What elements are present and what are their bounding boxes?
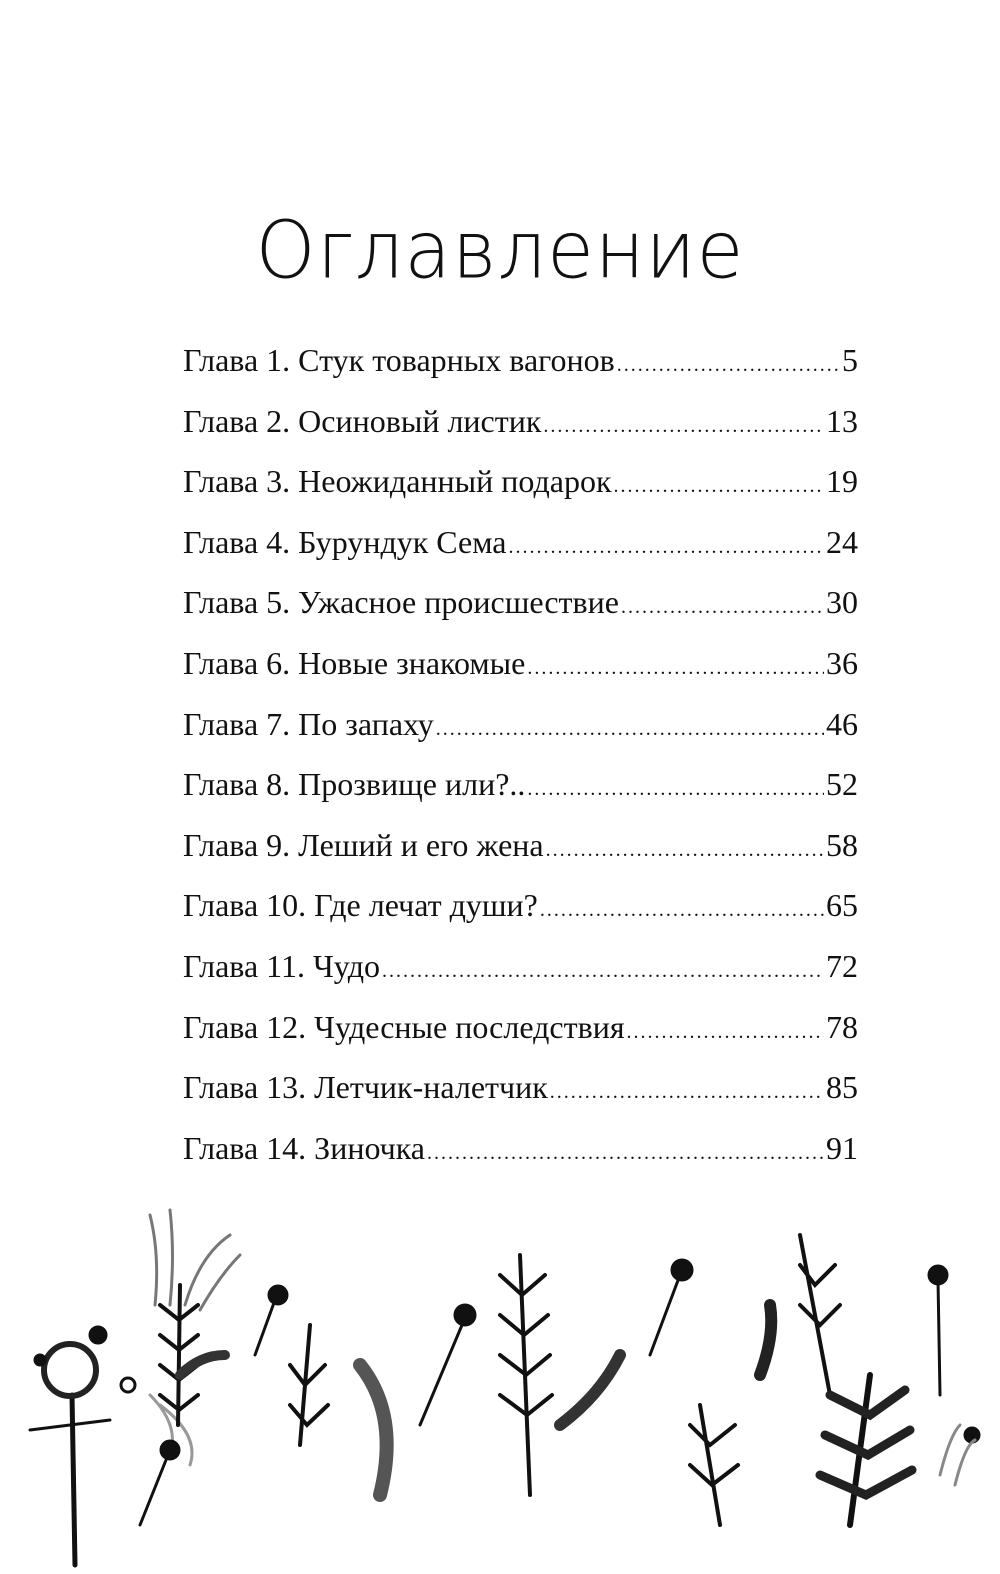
chapter-title: Глава 9. Леший и его жена xyxy=(183,826,544,863)
dot-leader xyxy=(427,1131,824,1175)
toc-entry[interactable] xyxy=(183,520,858,581)
toc-entry[interactable] xyxy=(183,399,858,460)
page-number: 78 xyxy=(826,1008,858,1045)
page-number: 5 xyxy=(842,342,858,378)
page-number: 72 xyxy=(826,947,858,984)
toc-entry[interactable] xyxy=(183,702,858,763)
toc-entry[interactable] xyxy=(183,823,858,884)
page-number: 65 xyxy=(826,887,858,924)
toc-entry[interactable] xyxy=(183,641,858,702)
chapter-title: Глава 12. Чудесные последствия xyxy=(183,1008,625,1045)
chapter-title: Глава 2. Осиновый листик xyxy=(183,402,542,439)
chapter-title: Глава 5. Ужасное происшествие xyxy=(183,584,619,621)
toc-entry[interactable] xyxy=(183,580,858,641)
chapter-title: Глава 4. Бурундук Сема xyxy=(183,523,507,560)
dot-leader xyxy=(436,707,824,751)
dot-leader xyxy=(627,1010,824,1054)
chapter-title: Глава 1. Стук товарных вагонов xyxy=(183,342,615,378)
chapter-title: Глава 13. Летчик-налетчик xyxy=(183,1069,548,1106)
dot-leader xyxy=(621,585,824,629)
chapter-title: Глава 7. По запаху xyxy=(183,705,434,742)
chapter-title: Глава 6. Новые знакомые xyxy=(183,644,526,681)
toc-entry[interactable] xyxy=(183,944,858,1005)
page-number: 19 xyxy=(826,463,858,500)
chapter-title: Глава 11. Чудо xyxy=(183,947,381,984)
dot-leader xyxy=(527,646,824,690)
chapter-title: Глава 8. Прозвище или?.. xyxy=(183,766,526,803)
page-number: 91 xyxy=(826,1129,858,1166)
page-title: Оглавление xyxy=(255,202,745,297)
dot-leader xyxy=(382,949,824,993)
toc-entry[interactable] xyxy=(183,1005,858,1066)
toc-entry[interactable] xyxy=(183,459,858,520)
page-number: 36 xyxy=(826,644,858,681)
dot-leader xyxy=(540,888,824,932)
plants-illustration xyxy=(0,1195,1000,1574)
chapter-title: Глава 3. Неожиданный подарок xyxy=(183,463,612,500)
dot-leader xyxy=(543,404,824,448)
fern-center-icon xyxy=(290,1255,620,1495)
dot-leader xyxy=(508,525,824,569)
dot-leader xyxy=(546,828,824,872)
toc-entry[interactable] xyxy=(183,1065,858,1126)
dot-leader xyxy=(617,343,840,387)
page-number: 46 xyxy=(826,705,858,742)
chapter-title: Глава 14. Зиночка xyxy=(183,1129,425,1166)
page-number: 52 xyxy=(826,766,858,803)
dot-leader xyxy=(550,1070,824,1114)
page-number: 85 xyxy=(826,1069,858,1106)
page-number: 30 xyxy=(826,584,858,621)
page-number: 58 xyxy=(826,826,858,863)
chapter-title: Глава 10. Где лечат души? xyxy=(183,887,538,924)
dot-leader xyxy=(614,464,825,508)
page-number: 13 xyxy=(826,402,858,439)
dot-leader xyxy=(527,767,824,811)
toc-entry[interactable] xyxy=(183,762,858,823)
toc-entry[interactable] xyxy=(183,883,858,944)
toc-entry[interactable] xyxy=(183,338,858,399)
flower-left-icon xyxy=(30,1326,135,1565)
toc-entry[interactable] xyxy=(183,1126,858,1187)
page-number: 24 xyxy=(826,523,858,560)
table-of-contents xyxy=(183,338,858,1186)
